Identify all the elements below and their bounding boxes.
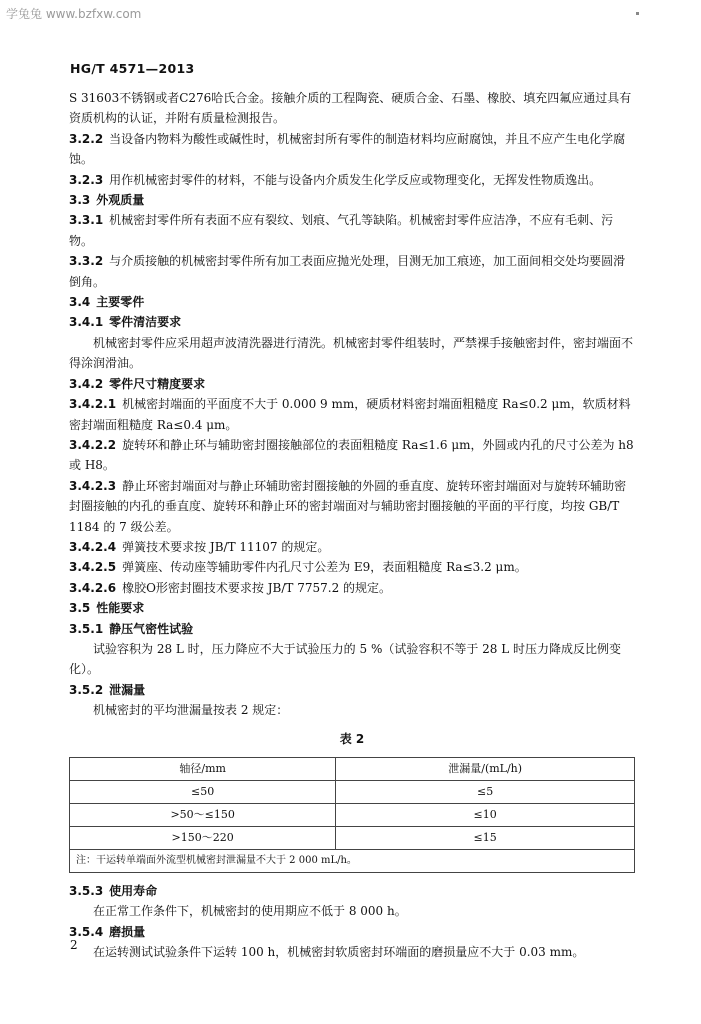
clause-number: 3.4.2.1 [69,397,117,412]
table-cell: >50～≤150 [70,804,336,827]
clause-number: 3.5.2 [69,682,104,697]
table-note: 注：干运转单端面外流型机械密封泄漏量不大于 2 000 mL/h。 [70,850,635,873]
page-content [69,88,635,963]
section-heading [69,922,635,942]
heading-text: 零件清洁要求 [109,315,182,330]
section-heading [69,881,635,901]
clause-number: 3.2.2 [69,131,104,146]
clause-number: 3.5 [69,601,91,616]
clause-text: 机械密封端面的平面度不大于 0.000 9 mm，硬质材料密封端面粗糙度 Ra≤0.2 μm，软质材料密封端面粗糙度 Ra≤0.4 μm。 [69,397,631,432]
clause-text: 静止环密封端面对与静止环辅助密封圈接触的外圆的垂直度、旋转环密封端面对与旋转环辅助密封圈接触的内孔的垂直度、旋转环和静止环的密封端面对与辅助密封圈接触的平面的平行度，均按 GB/T 1184 的 7 级公差。 [69,478,627,534]
clause [69,170,635,190]
clause-number: 3.3 [69,193,91,208]
clause-number: 3.4.2.4 [69,539,117,554]
heading-text: 磨损量 [109,924,146,939]
heading-text: 主要零件 [96,295,145,310]
clause [69,557,635,577]
table-row [70,827,635,850]
table-cell: ≤5 [336,781,635,804]
clause [69,129,635,170]
paragraph: 试验容积为 28 L 时，压力降应不大于试验压力的 5 %（试验容积不等于 28 L 时压力降成反比例变化）。 [69,641,622,677]
clause-number: 3.5.4 [69,924,104,939]
clause [69,435,635,476]
paragraph: 在运转测试试验条件下运转 100 h，机械密封软质密封环端面的磨损量应不大于 0.03 mm。 [93,945,585,960]
clause-text: 弹簧技术要求按 JB/T 11107 的规定。 [122,539,330,554]
clause-text: 弹簧座、传动座等辅助零件内孔尺寸公差为 E9，表面粗糙度 Ra≤3.2 μm。 [122,560,527,575]
clause-number: 3.4.2.5 [69,560,117,575]
clause [69,210,635,251]
clause-number: 3.4 [69,295,91,310]
document-number: HG/T 4571—2013 [70,61,195,76]
clause-number: 3.4.2.6 [69,580,117,595]
clause-number: 3.4.2.2 [69,437,117,452]
section-heading [69,598,635,618]
clause-text: 橡胶O形密封圈技术要求按 JB/T 7757.2 的规定。 [122,580,392,595]
section-heading [69,680,635,700]
table-title: 表 2 [339,731,365,746]
table-cell: ≤50 [70,781,336,804]
heading-text: 静压气密性试验 [109,621,194,636]
clause-text: 用作机械密封零件的材料，不能与设备内介质发生化学反应或物理变化，无挥发性物质逸出。 [109,172,602,187]
clause-text: 机械密封零件所有表面不应有裂纹、划痕、气孔等缺陷。机械密封零件应洁净，不应有毛刺、污物。 [69,213,614,248]
clause-text: 当设备内物料为酸性或碱性时，机械密封所有零件的制造材料均应耐腐蚀，并且不应产生电化学腐蚀。 [69,131,626,167]
leakage-table [69,757,635,873]
table-row [70,804,635,827]
clause-text: 与介质接触的机械密封零件所有加工表面应抛光处理，目测无加工痕迹，加工面间相交处均要圆滑倒角。 [69,254,626,289]
clause [69,578,635,598]
section-heading [69,374,635,394]
paragraph: 机械密封的平均泄漏量按表 2 规定： [93,703,289,718]
clause-number: 3.4.2.3 [69,478,117,493]
clause [69,537,635,557]
section-heading [69,619,635,639]
watermark: 学兔兔 www.bzfxw.com [6,7,142,21]
sections-after-table [69,881,635,963]
table-note-row [70,850,635,873]
sections-before-table [69,88,635,721]
table-cell: ≤15 [336,827,635,850]
corner-mark [636,12,639,15]
table-header-row [70,758,635,781]
clause-number: 3.5.3 [69,884,104,898]
clause-number: 3.3.1 [69,213,104,228]
clause [69,251,635,292]
table-cell: >150～220 [70,827,336,850]
section-heading [69,190,635,210]
paragraph: 在正常工作条件下，机械密封的使用期应不低于 8 000 h。 [93,904,407,919]
heading-text: 泄漏量 [109,682,146,697]
page-number: 2 [70,938,78,952]
header-leakage: 泄漏量/(mL/h) [336,758,635,781]
table-row [70,781,635,804]
section-heading [69,292,635,312]
paragraph: S 31603不锈钢或者C276哈氏合金。接触介质的工程陶瓷、硬质合金、石墨、橡胶、填充四氟应通过具有资质机构的认证，并附有质量检测报告。 [69,91,632,126]
heading-text: 零件尺寸精度要求 [109,376,206,391]
clause-text: 旋转环和静止环与辅助密封圈接触部位的表面粗糙度 Ra≤1.6 μm，外圆或内孔的尺寸公差为 h8 或 H8。 [69,437,634,473]
clause-number: 3.5.1 [69,621,104,636]
heading-text: 性能要求 [96,601,145,616]
heading-text: 使用寿命 [109,884,158,898]
clause-number: 3.4.2 [69,376,104,391]
section-heading [69,312,635,332]
clause-number: 3.4.1 [69,315,104,330]
clause-number: 3.3.2 [69,254,104,269]
clause [69,476,635,537]
table-cell: ≤10 [336,804,635,827]
clause-number: 3.2.3 [69,172,104,187]
clause [69,394,635,435]
header-shaft-diameter: 轴径/mm [70,758,336,781]
heading-text: 外观质量 [96,193,145,208]
paragraph: 机械密封零件应采用超声波清洗器进行清洗。机械密封零件组装时，严禁裸手接触密封件，密封端面不得涂润滑油。 [69,335,634,371]
